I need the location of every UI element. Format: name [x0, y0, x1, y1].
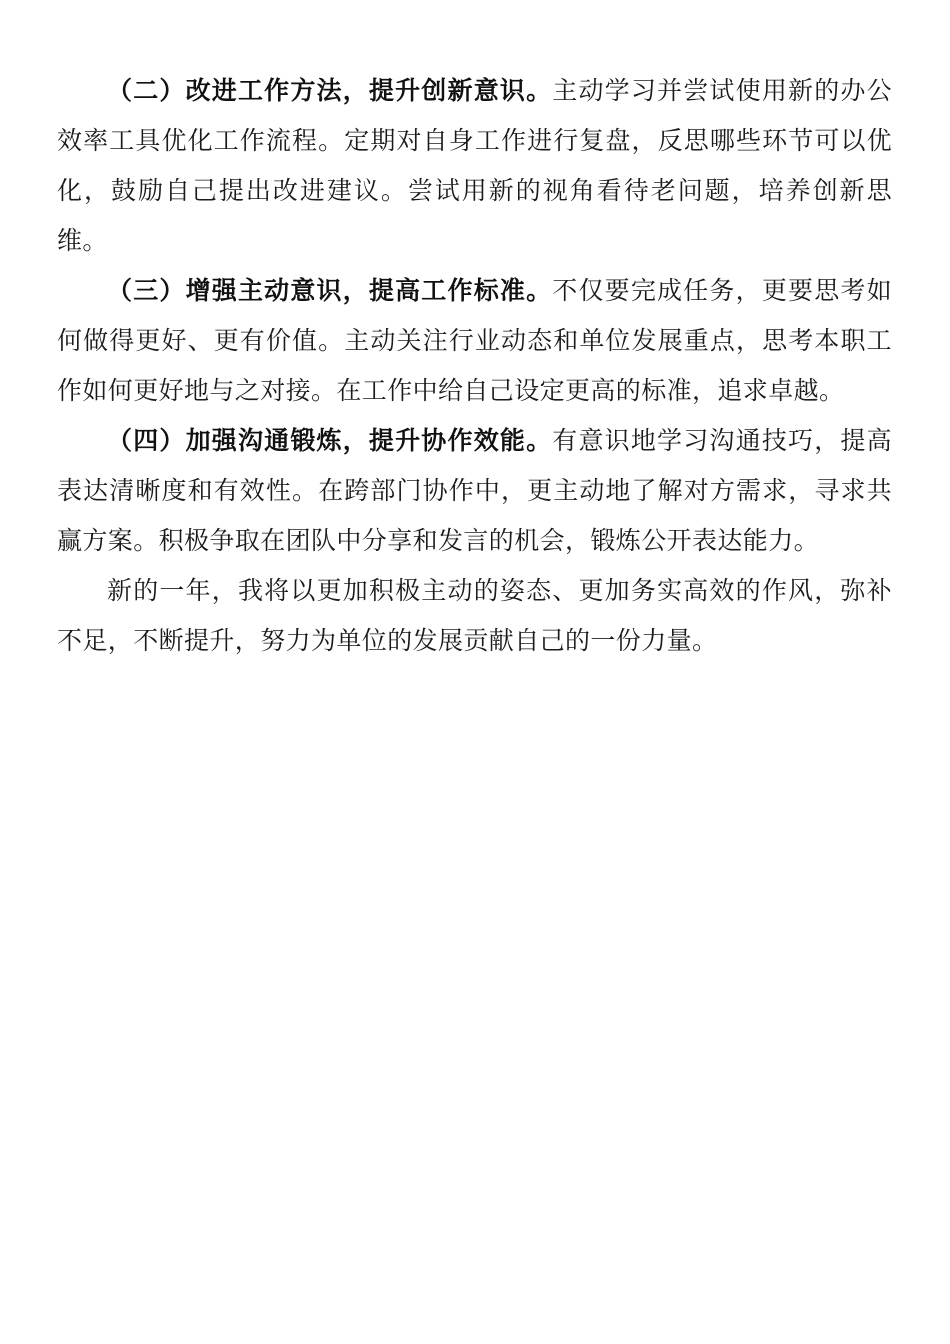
paragraph-heading: （二）改进工作方法，提升创新意识。 [107, 76, 553, 105]
document-body [57, 66, 892, 666]
paragraph-conclusion [57, 566, 892, 666]
paragraph-proactive-standards [57, 266, 892, 416]
paragraph-text: 有意识地学习沟通技巧，提高表达清晰度和有效性。在跨部门协作中，更主动地了解对方需求，寻求共赢方案。积极争取在团队中分享和发言的机会，锻炼公开表达能力。 [57, 426, 892, 555]
paragraph-text: 不仅要完成任务，更要思考如何做得更好、更有价值。主动关注行业动态和单位发展重点，思考本职工作如何更好地与之对接。在工作中给自己设定更高的标准，追求卓越。 [57, 276, 892, 405]
paragraph-heading: （三）增强主动意识，提高工作标准。 [107, 276, 553, 305]
paragraph-text: 主动学习并尝试使用新的办公效率工具优化工作流程。定期对自身工作进行复盘，反思哪些环节可以优化，鼓励自己提出改进建议。尝试用新的视角看待老问题，培养创新思维。 [57, 76, 892, 255]
paragraph-heading: （四）加强沟通锻炼，提升协作效能。 [107, 426, 553, 455]
paragraph-text: 新的一年，我将以更加积极主动的姿态、更加务实高效的作风，弥补不足，不断提升，努力为单位的发展贡献自己的一份力量。 [57, 576, 892, 655]
paragraph-improve-methods [57, 66, 892, 266]
paragraph-communication [57, 416, 892, 566]
